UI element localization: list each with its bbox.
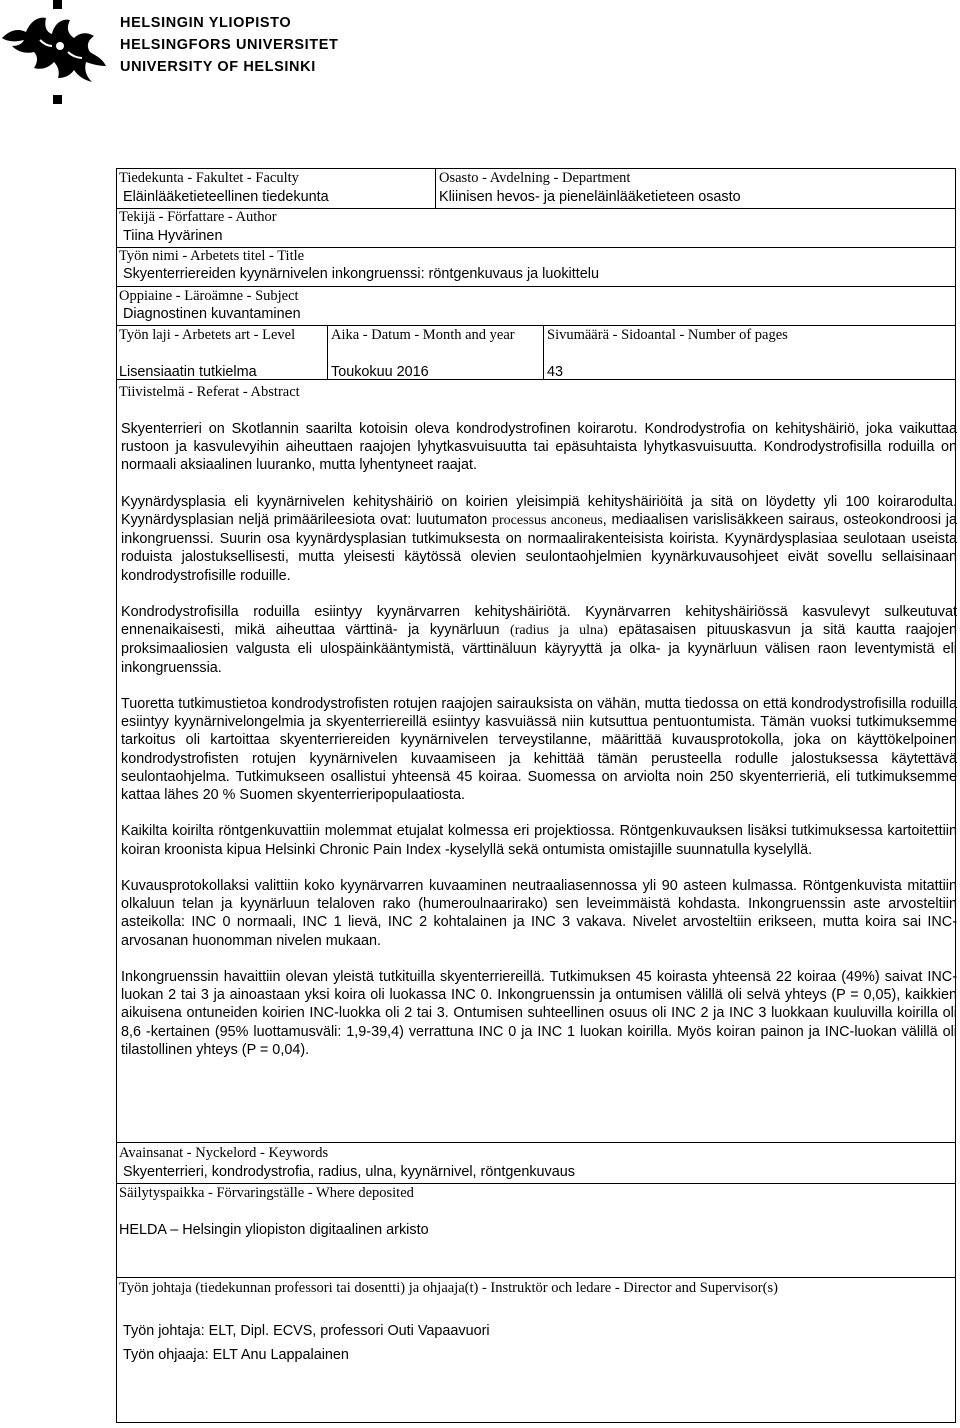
university-name-sv: HELSINGFORS UNIVERSITET: [120, 37, 339, 53]
abstract-text: epätasaisen pituuskasvun ja sitä kautta raajojen proksimaaliosien valgusta eli ulospäinkääntymistä, värttinäluun käyryyttä ja olka- ja kyynärluun välisen raon leventymistä eli inkongruenssia.: [121, 622, 957, 676]
abstract-paragraph: Kuvausprotokollaksi valittiin koko kyynärvarren kuvaaminen neutraaliasennossa yli 90 asteen kulmassa. Röntgenkuvista mitattiin olkaluun telan ja kyynärluun telaloven rako (humeroulnaarirako) sen leveimmäistä kohdasta. Inkongruenssin aste arvosteltiin asteikolla: INC 0 normaali, INC 1 lievä, INC 2 kohtalainen ja INC 3 vakava. Nivelet arvosteltiin erikseen, mutta koira sai INC-arvosanan huonomman nivelen mukaan.: [121, 878, 957, 949]
abstract-body: [121, 420, 957, 1077]
department-label: Osasto - Avdelning - Department: [439, 170, 631, 186]
author-value: Tiina Hyvärinen: [123, 228, 223, 244]
faculty-value: Eläinlääketieteellinen tiedekunta: [123, 189, 329, 205]
university-names: [120, 12, 338, 78]
level-value: Lisensiaatin tutkielma: [119, 364, 257, 380]
divider: [117, 1142, 955, 1143]
date-divider: [543, 325, 544, 379]
keywords-value: Skyenterrieri, kondrodystrofia, radius, ulna, kyynärnivel, röntgenkuvaus: [123, 1164, 575, 1180]
author-label: Tekijä - Författare - Author: [119, 209, 277, 225]
divider: [117, 325, 955, 326]
abstract-paragraph: [121, 493, 957, 585]
divider: [117, 286, 955, 287]
subject-label: Oppiaine - Läroämne - Subject: [119, 288, 299, 304]
pages-label: Sivumäärä - Sidoantal - Number of pages: [547, 327, 788, 343]
level-divider: [327, 325, 328, 379]
abstract-label: Tiivistelmä - Referat - Abstract: [119, 384, 300, 400]
title-label: Työn nimi - Arbetets titel - Title: [119, 248, 305, 264]
pages-value: 43: [547, 364, 564, 380]
date-value: Toukokuu 2016: [331, 364, 429, 380]
divider: [117, 1183, 955, 1184]
abstract-paragraph: Kaikilta koirilta röntgenkuvattiin molemmat etujalat kolmessa eri projektiossa. Röntgenkuvauksen lisäksi tutkimuksessa kartoitettiin koiran kroonista kipua Helsinki Chronic Pain Index -kyselyllä sekä ontumista omistajille suunnatulla kyselyllä.: [121, 823, 957, 858]
faculty-label: Tiedekunta - Fakultet - Faculty: [119, 170, 299, 186]
date-label: Aika - Datum - Month and year: [331, 327, 515, 343]
divider: [117, 1277, 955, 1278]
university-name-fi: HELSINGIN YLIOPISTO: [120, 15, 292, 31]
latin-term: (radius ja ulna): [510, 623, 608, 639]
abstract-text: Kondrodystrofisilla roduilla esiintyy kyynärvarren kehityshäiriötä. Kyynärvarren kehityshäiriössä kasvulevyt sulkeutuvat ennenaikaisesti, mikä aiheuttaa värttinä- ja kyynärluun: [121, 604, 957, 639]
subject-value: Diagnostinen kuvantaminen: [123, 306, 301, 322]
deposited-label: Säilytyspaikka - Förvaringställe - Where deposited: [119, 1185, 414, 1201]
title-value: Skyenterriereiden kyynärnivelen inkongruenssi: röntgenkuvaus ja luokittelu: [123, 266, 599, 282]
abstract-text: Kyynärdysplasia eli kyynärnivelen kehityshäiriö on koirien yleisimpiä kehityshäiriöitä ja sitä on löydetty yli 100 koirarodulta. Kyynärdysplasian neljä primäärileesiota ovat: luutumaton: [121, 493, 957, 528]
abstract-paragraph: [121, 603, 957, 677]
director-value: Työn johtaja: ELT, Dipl. ECVS, professori Outi Vapaavuori: [123, 1323, 490, 1339]
abstract-paragraph: Skyenterrieri on Skotlannin saarilta kotoisin oleva kondrodystrofinen koirarotu. Kondrodystrofia on kehityshäiriö, joka vaikuttaa rustoon ja kasvulevyihin aiheuttaen raajojen lyhytkasvuisuutta tai epäsuhtaista lyhytkasvuisuutta. Kondrodystrofisilla roduilla on normaali aksiaalinen luuranko, mutta lyhentyneet raajat.: [121, 421, 957, 474]
abstract-paragraph: Tuoretta tutkimustietoa kondrodystrofisten rotujen raajojen sairauksista on vähän, mutta tiedossa on että kondrodystrofisilla roduilla esiintyy kyynärnivelongelmia ja skyenterriereillä esiintyy kasvuiässä niin kutsuttua pentuontumista. Tämän vuoksi tutkimuksemme tarkoitus oli kartoittaa skyenterriereiden kyynärnivelen terveystilanne, määrittää kuvausprotokolla, joka on käyttökelpoinen kondrodystrofisten rotujen kyynärnivelen kuvaamiseen ja kehittää tämän perusteella rodulle jalostuksessa käytettävä seulontaohjelma. Tutkimukseen osallistui yhteensä 45 koiraa. Suomessa on arviolta noin 250 skyenterrieriä, eli tutkimuksemme kattaa lähes 20 % Suomen skyenterrieripopulaatiosta.: [121, 696, 957, 804]
divider: [117, 379, 955, 380]
deposited-value: HELDA – Helsingin yliopiston digitaalinen arkisto: [119, 1222, 429, 1238]
advisor-value: Työn ohjaaja: ELT Anu Lappalainen: [123, 1347, 349, 1363]
department-value: Kliinisen hevos- ja pieneläinlääketieteen osasto: [439, 189, 741, 205]
supervisor-label: Työn johtaja (tiedekunnan professori tai dosentti) ja ohjaaja(t) - Instruktör och ledare - Director and Supervisor(s): [119, 1280, 778, 1296]
level-label: Työn laji - Arbetets art - Level: [119, 327, 296, 343]
abstract-form: [116, 168, 956, 1423]
abstract-text: , mediaalisen varislisäkkeen sairaus, osteokondroosi ja inkongruenssi. Suurin osa kyynärdysplasian tutkimuksesta on normaalirakenteisista koirista. Kyynärdysplasiaa seulotaan useista roduista jalostuksellisesti, mutta yleisesti käytössä olevien seulontaohjelmien kyynärkuvausohjeet eivät sovellu sellaisinaan kondrodystrofisille roduille.: [121, 512, 957, 584]
abstract-paragraph: Inkongruenssin havaittiin olevan yleistä tutkituilla skyenterriereillä. Tutkimuksen 45 koirasta yhteensä 22 koiraa (49%) saivat INC-luokan 2 tai 3 ja ainoastaan yksi koira oli luokassa INC 0. Inkongruenssin ja ontumisen välillä oli selvä yhteys (P = 0,05), kaikkien aikuisena ontuneiden koirien INC-luokka oli 2 tai 3. Ontumisen suhteellinen osuus oli INC 2 ja INC 3 luokkaan kuuluvilla koirilla oli 8,6 -kertainen (95% luottamusväli: 1,9-39,4) verrattuna INC 0 ja INC 1 luokan koirilla. Myös koiran painon ja INC-luokan välillä oli tilastollinen yhteys (P = 0,04).: [121, 969, 957, 1058]
keywords-label: Avainsanat - Nyckelord - Keywords: [119, 1145, 329, 1161]
university-name-en: UNIVERSITY OF HELSINKI: [120, 59, 316, 75]
latin-term: processus anconeus: [492, 513, 603, 528]
faculty-divider: [435, 169, 436, 208]
university-logo: [0, 0, 112, 108]
